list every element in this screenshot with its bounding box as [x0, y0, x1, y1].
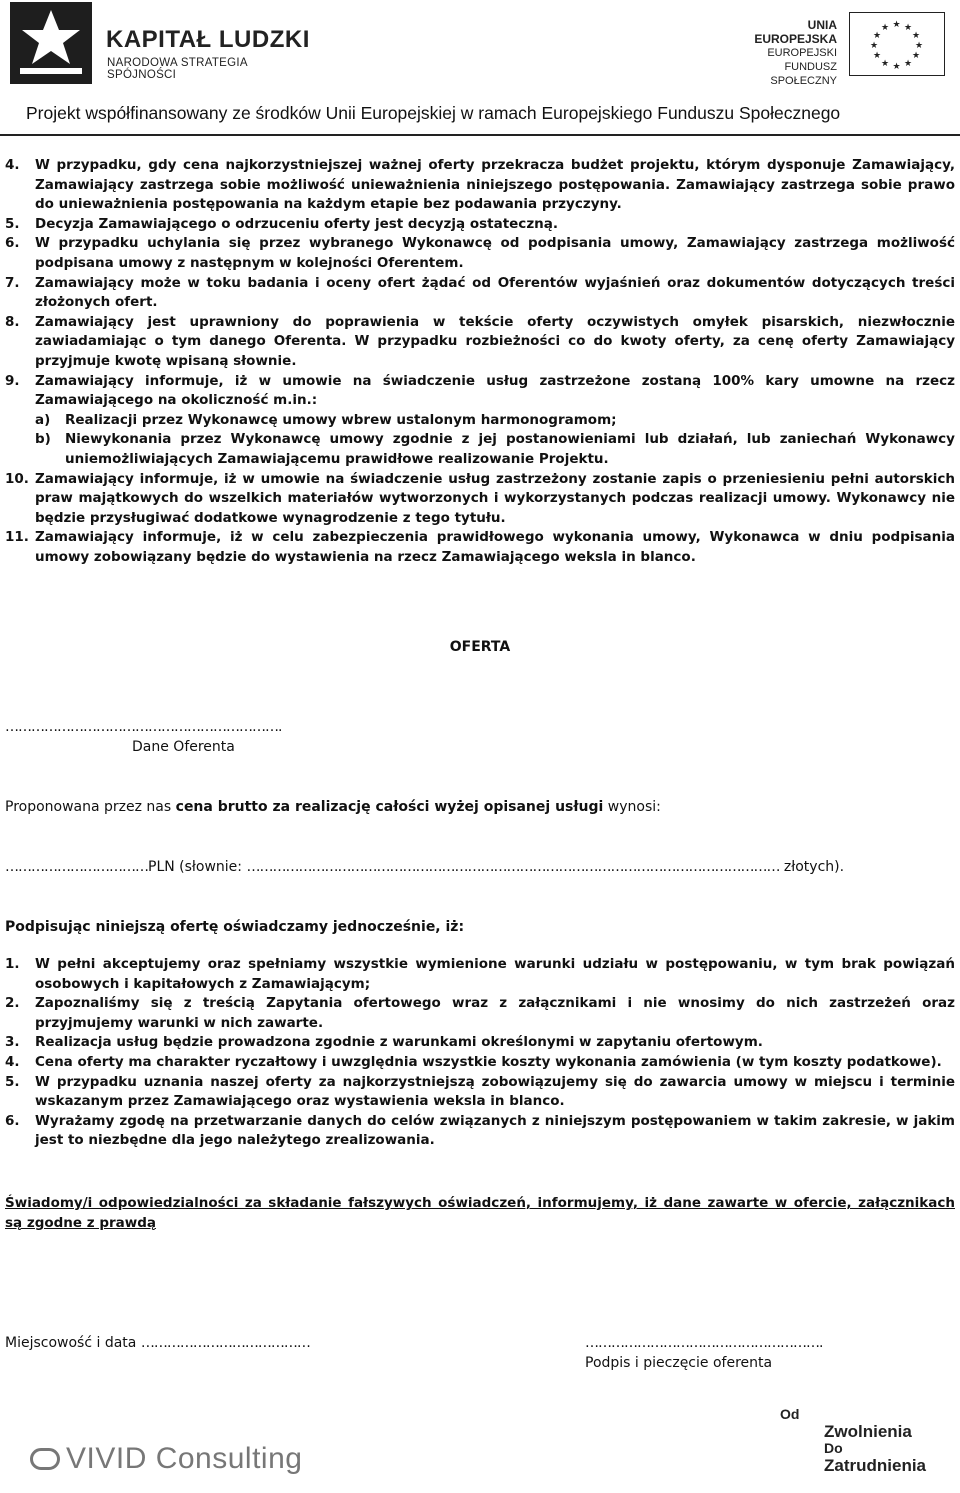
eu-flag-icon: [849, 12, 945, 76]
declarations-list: [5, 955, 955, 1151]
offerer-data-label: Dane Oferenta: [132, 739, 235, 755]
condition-text: Zamawiający może w toku badania i oceny ofert żądać od Oferentów wyjaśnień oraz dokumentów dotyczących treści złożonych ofert.: [35, 274, 955, 311]
sub-item-letter: a): [35, 411, 51, 428]
vivid-logo-text: VIVID Consulting: [66, 1442, 303, 1475]
condition-number: 4.: [5, 157, 20, 173]
price-line: [5, 859, 844, 875]
eu-line-3: FUNDUSZ SPOŁECZNY: [770, 61, 837, 87]
declaration-item: [5, 1112, 955, 1151]
price-amount-field[interactable]: ……………………………: [5, 859, 148, 875]
eu-logo: [730, 12, 945, 87]
condition-item: [5, 470, 955, 529]
conditions-list: [5, 156, 955, 567]
place-date-label: Miejscowość i data: [5, 1335, 141, 1351]
declaration-item: [5, 1073, 955, 1112]
condition-item: [5, 528, 955, 567]
condition-item: [5, 234, 955, 273]
eu-logo-text: [730, 18, 837, 88]
svg-text:★: ★: [903, 59, 913, 69]
condition-number: 7.: [5, 274, 20, 291]
svg-text:★: ★: [911, 51, 921, 61]
declaration-text: Zapoznaliśmy się z treścią Zapytania ofertowego wraz z załącznikami i nie wnosimy do nich zastrzeżeń oraz przyjmujemy warunki w nich zawarte.: [35, 995, 955, 1031]
price-bold: cena brutto za realizację całości wyżej opisanej usługi: [175, 799, 604, 815]
svg-text:★: ★: [903, 23, 913, 33]
sub-item-text: Niewykonania przez Wykonawcę umowy zgodnie z jej postanowieniami lub działań, lub zaniechań Wykonawcy uniemożliwiających Zamawiającemu prawidłowe realizowanie Projektu.: [65, 431, 955, 467]
condition-text: Zamawiający informuje, iż w celu zabezpieczenia prawidłowego wykonania umowy, Wykonawca w dniu podpisania umowy zobowiązany będzie do wystawienia na rzecz Zamawiającego weksla in blanco.: [35, 529, 955, 565]
declaration-number: 3.: [5, 1034, 20, 1051]
signature-field[interactable]: ……………………………………………….: [585, 1335, 823, 1351]
eu-line-2: EUROPEJSKI: [767, 47, 837, 59]
declaration-text: Wyrażamy zgodę na przetwarzanie danych do celów związanych z niniejszym postępowaniem w takim zakresie, w jakim jest to niezbędne dla jego należytego zrealizowania.: [35, 1112, 955, 1149]
svg-text:★: ★: [892, 20, 901, 30]
kapital-ludzki-logo: [10, 2, 310, 84]
condition-item: [5, 274, 955, 313]
svg-text:★: ★: [892, 62, 901, 72]
declaration-number: 2.: [5, 995, 20, 1012]
declaration-text: Cena oferty ma charakter ryczałtowy i uwzględnia wszystkie koszty wykonania zamówienia (w tym koszty podatkowe).: [35, 1053, 942, 1070]
place-date-field[interactable]: …………………………………: [140, 1335, 310, 1351]
project-cofinancing-line: Projekt współfinansowany ze środków Unii Europejskiej w ramach Europejskiego Funduszu Społecznego: [26, 103, 841, 123]
declaration-number: 5.: [5, 1073, 20, 1090]
sub-item-text: Realizacji przez Wykonawcę umowy wbrew ustalonym harmonogramom;: [65, 411, 617, 428]
declaration-item: [5, 955, 955, 994]
condition-item: [5, 372, 955, 411]
price-words-field[interactable]: ……………………………………………………………………………………………………………: [246, 859, 780, 875]
declaration-item: [5, 1033, 955, 1053]
od-zwolnienia-do-zatrudnienia-logo: [780, 1406, 926, 1474]
condition-number: 9.: [5, 372, 20, 389]
svg-text:★: ★: [880, 59, 890, 69]
sub-item: [5, 430, 955, 469]
price-suffix: wynosi:: [603, 799, 661, 815]
declaration-item: [5, 1053, 955, 1073]
condition-text: Zamawiający jest uprawniony do poprawienia w tekście oferty oczywistych omyłek pisarskich, niezwłocznie zawiadamiając o tym danego Oferenta. W przypadku rozbieżności co do kwoty oferty, za cenę oferty Zamawiający przyjmuje kwotę wpisaną słownie.: [35, 313, 955, 369]
declaration-text: W przypadku uznania naszej oferty za najkorzystniejszą zobowiązujemy się do zawarcia umowy w miejscu i terminie wskazanym przez Zamawiającego oraz wystawienia weksla in blanco.: [35, 1073, 955, 1110]
svg-text:★: ★: [911, 31, 921, 41]
eu-line-1: UNIA EUROPEJSKA: [754, 18, 837, 46]
condition-text: Zamawiający informuje, iż w umowie na świadczenie usług zastrzeżone zostaną 100% kary umowne na rzecz Zamawiającego na okoliczność m.in.:: [35, 372, 955, 409]
header-divider: [0, 134, 960, 136]
place-date-line: [5, 1335, 310, 1351]
vivid-consulting-logo: [30, 1442, 302, 1476]
svg-text:★: ★: [914, 41, 924, 51]
condition-text: Decyzja Zamawiającego o odrzuceniu oferty jest decyzją ostateczną.: [35, 215, 559, 232]
odz-word-1: Od: [780, 1406, 800, 1422]
offerer-data-field[interactable]: ……………………………………………………….: [5, 719, 282, 735]
declaration-text: Realizacja usług będzie prowadzona zgodnie z warunkami określonymi w zapytaniu ofertowym.: [35, 1034, 763, 1051]
price-statement: [5, 799, 661, 815]
page-footer: [0, 1400, 960, 1493]
price-prefix: Proponowana przez nas: [5, 799, 176, 815]
condition-number: 10.: [5, 470, 29, 487]
svg-text:★: ★: [869, 41, 879, 51]
svg-text:★: ★: [872, 31, 882, 41]
page-header: [0, 0, 960, 123]
kapital-ludzki-emblem: [10, 2, 92, 84]
signature-label: Podpis i pieczęcie oferenta: [585, 1355, 773, 1371]
condition-number: 11.: [5, 529, 29, 546]
declaration-text: W pełni akceptujemy oraz spełniamy wszystkie wymienione warunki udziału w postępowaniu, w tym brak powiązań osobowych i kapitałowych z Zamawiającym;: [35, 956, 955, 992]
awareness-statement: Świadomy/i odpowiedzialności za składanie fałszywych oświadczeń, informujemy, iż dane zawarte w ofercie, załącznikach są zgodne z prawdą: [5, 1195, 955, 1231]
condition-text: Zamawiający informuje, iż w umowie na świadczenie usług zastrzeżony zostanie zapis o przeniesieniu pełni autorskich praw majątkowych do wszelkich materiałów wytworzonych i wykorzystanych podczas realizacji umowy. Wykonawcy nie będzie przysługiwać dodatkowe wynagrodzenie z tego tytułu.: [35, 470, 955, 526]
odz-word-2: Zwolnienia: [824, 1422, 912, 1441]
condition-number: 8.: [5, 313, 20, 330]
declaration-number: 4.: [5, 1053, 20, 1070]
declaration-number: 6.: [5, 1112, 20, 1129]
vivid-logo-icon: [30, 1448, 60, 1470]
declaration-intro: Podpisując niniejszą ofertę oświadczamy jednocześnie, iż:: [5, 919, 465, 935]
odz-word-3: Do: [824, 1440, 843, 1456]
svg-text:★: ★: [872, 51, 882, 61]
condition-text: W przypadku uchylania się przez wybranego Wykonawcę od podpisania umowy, Zamawiający zastrzega możliwość podpisana umowy z następnym w kolejności Oferentem.: [35, 235, 955, 271]
odz-word-4: Zatrudnienia: [824, 1456, 927, 1475]
pln-label: PLN (słownie:: [148, 859, 247, 875]
kapital-ludzki-subtitle: NARODOWA STRATEGIA SPÓJNOŚCI: [107, 57, 248, 81]
condition-item: [5, 156, 955, 215]
sub-item: [5, 411, 955, 431]
kapital-ludzki-title: KAPITAŁ LUDZKI: [106, 26, 310, 53]
pln-end: złotych).: [779, 859, 845, 875]
condition-text: W przypadku, gdy cena najkorzystniejszej ważnej oferty przekracza budżet projektu, którym dysponuje Zamawiający, Zamawiający zastrzega sobie możliwość unieważnienia niniejszego postępowania. Zamawiający zastrzega sobie prawo do unieważnienia postępowania na każdym etapie bez podawania przyczyny.: [35, 157, 955, 213]
svg-text:★: ★: [880, 23, 890, 33]
declaration-item: [5, 994, 955, 1033]
condition-item: [5, 215, 955, 235]
condition-number: 6.: [5, 235, 20, 252]
offer-title: OFERTA: [449, 639, 511, 655]
condition-item: [5, 313, 955, 372]
condition-number: 5.: [5, 215, 20, 232]
declaration-number: 1.: [5, 956, 20, 972]
sub-item-letter: b): [35, 431, 51, 448]
